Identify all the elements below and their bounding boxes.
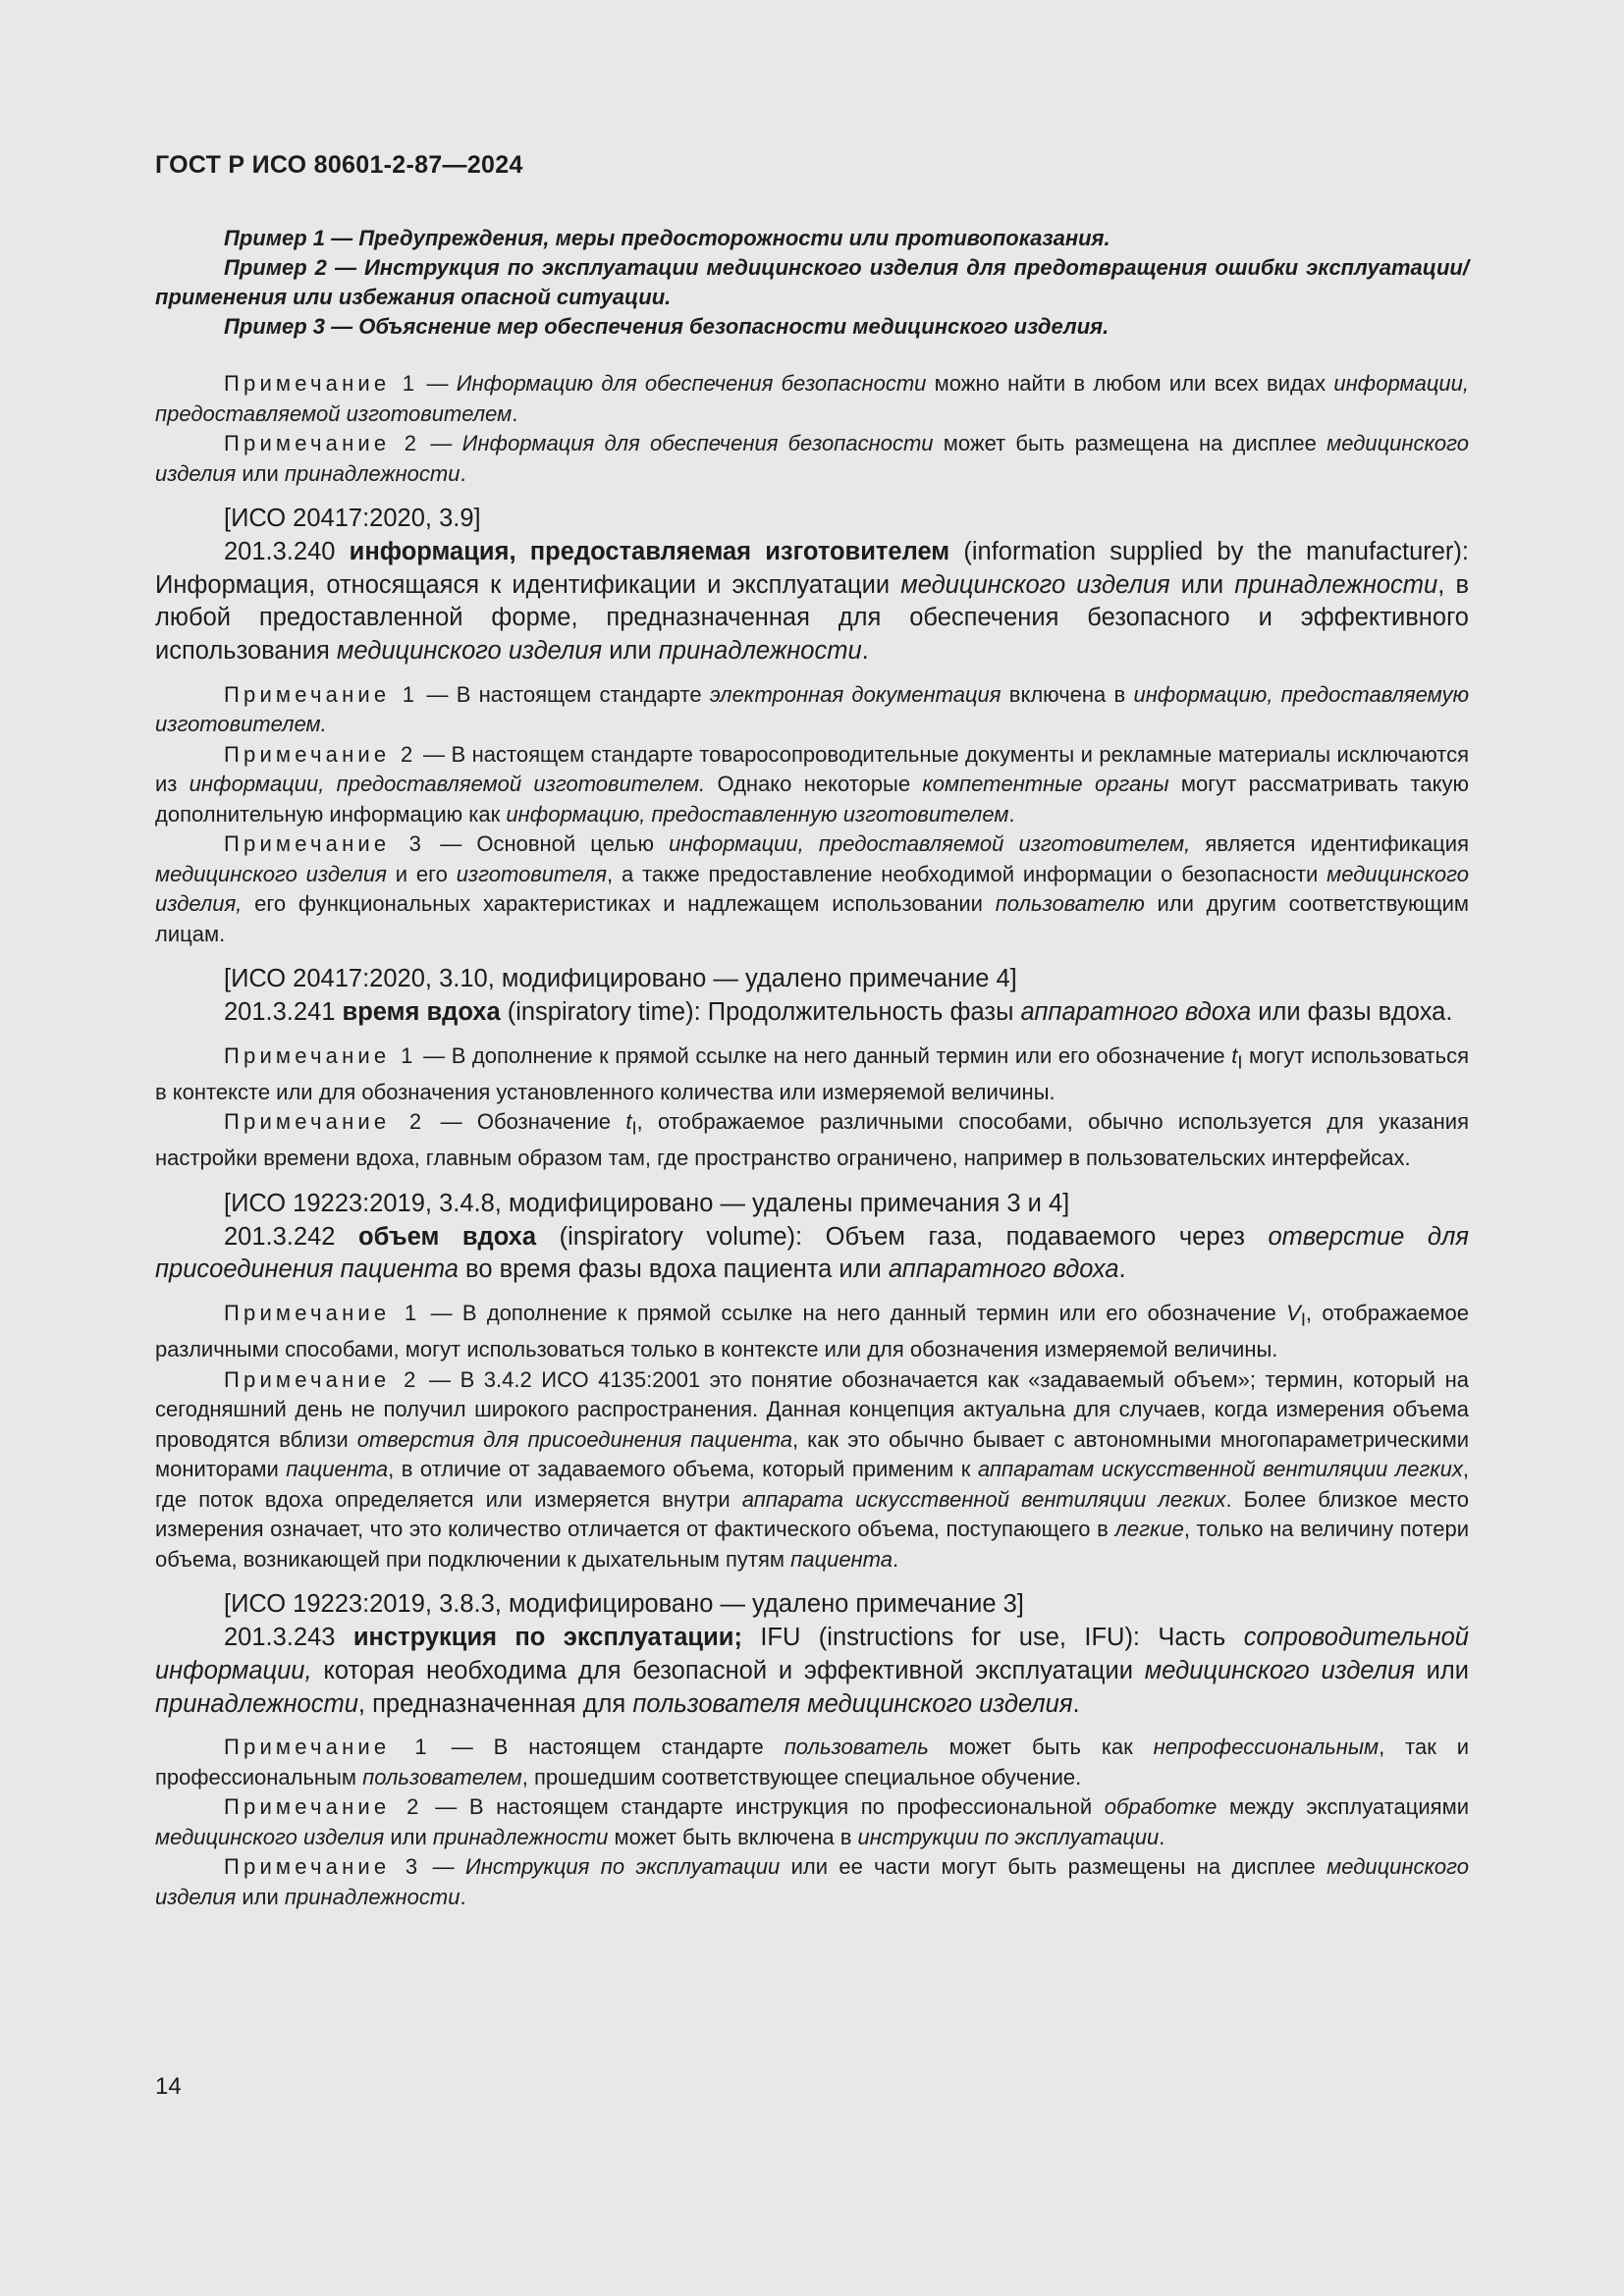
text-run: обработке bbox=[1104, 1794, 1218, 1820]
text-run: можно найти в любом или всех видах bbox=[926, 371, 1334, 396]
note-paragraph bbox=[155, 1365, 1469, 1575]
text-run: Информация для обеспечения безопасности bbox=[461, 431, 934, 455]
text-run: — bbox=[420, 431, 462, 455]
text-run: — В 3.4.2 ИСО 4135:2001 это понятие обозначается как «задаваемый объем»; термин, который на сегодняшний день не получил широкого распространения. Данная концепция актуальна для случаев, когда измерения объема проводятся вблизи bbox=[155, 1366, 1469, 1452]
text-run: пациента bbox=[286, 1457, 389, 1482]
text-run: . bbox=[512, 400, 518, 426]
source-reference-2: [ИСО 20417:2020, 3.10, модифицировано — удалено примечание 4] bbox=[224, 965, 1017, 993]
text-run: могут рассматривать такую дополнительную информацию как bbox=[155, 772, 1469, 827]
note-label: Примечание 1 bbox=[224, 1735, 431, 1760]
text-run: медицинского изделия bbox=[1144, 1656, 1415, 1684]
note-label: Примечание 1 bbox=[224, 681, 419, 707]
text-run: 201.3.240 bbox=[224, 537, 350, 565]
text-run: включена в bbox=[1001, 681, 1134, 707]
note-label: Примечание 2 bbox=[224, 741, 417, 767]
text-run: 201.3.241 bbox=[224, 998, 343, 1027]
text-run: — В настоящем стандарте товаросопроводительные документы и рекламные материалы исключаются из bbox=[155, 741, 1469, 797]
example-2: Пример 2 — Инструкция по эксплуатации медицинского изделия для предотвращения ошибки эксплуатации/применения или избежания опасной ситуации. bbox=[155, 255, 1469, 309]
text-run: , как это обычно бывает с автономными многопараметрическими мониторами bbox=[155, 1426, 1469, 1482]
text-run: , а также предоставление необходимой информации о безопасности bbox=[607, 861, 1327, 886]
text-run: информации, предоставляемой изготовителем bbox=[155, 371, 1469, 426]
text-run: во время фазы вдоха пациента или bbox=[458, 1255, 889, 1284]
text-run: электронная документация bbox=[709, 681, 1001, 707]
text-run: аппаратного вдоха bbox=[1020, 998, 1252, 1027]
term-241-notes bbox=[155, 1041, 1469, 1174]
text-run: t bbox=[1231, 1043, 1238, 1069]
text-run: или другим соответствующим лицам. bbox=[155, 891, 1469, 946]
text-run: объем вдоха bbox=[358, 1222, 537, 1251]
text-run: аппарата искусственной вентиляции легких bbox=[741, 1486, 1226, 1512]
text-run: — В дополнение к прямой ссылке на него данный термин или его обозначение bbox=[420, 1301, 1287, 1326]
text-run: компетентные органы bbox=[922, 772, 1169, 797]
note-paragraph bbox=[155, 1041, 1469, 1107]
text-run: принадлежности bbox=[432, 1824, 609, 1849]
text-run: изготовителя bbox=[456, 861, 608, 886]
term-243-notes bbox=[155, 1733, 1469, 1912]
text-run: — В настоящем стандарте bbox=[418, 681, 710, 707]
text-run: — Обозначение bbox=[425, 1109, 626, 1135]
text-run: 201.3.242 bbox=[224, 1222, 359, 1251]
text-run: сопроводительной информации, bbox=[155, 1623, 1469, 1684]
term-242-notes bbox=[155, 1299, 1469, 1575]
text-run: . bbox=[1159, 1824, 1165, 1849]
term-201-3-240 bbox=[155, 536, 1469, 668]
text-run: (information supplied by the manufacturer): Информация, относящаяся к идентификации и эксплуатации bbox=[155, 537, 1469, 599]
text-run: (inspiratory volume): Объем газа, подаваемого через bbox=[536, 1222, 1269, 1251]
text-run: I bbox=[631, 1117, 637, 1139]
text-run: непрофессиональным bbox=[1153, 1735, 1380, 1760]
term-240-notes bbox=[155, 680, 1469, 950]
text-run: Инструкция по эксплуатации bbox=[465, 1854, 781, 1880]
note-paragraph bbox=[155, 829, 1469, 949]
note-paragraph bbox=[155, 1792, 1469, 1852]
text-run: инструкция по эксплуатации; bbox=[352, 1623, 742, 1651]
text-run: легкие bbox=[1114, 1517, 1184, 1542]
block1-notes bbox=[155, 369, 1469, 489]
text-run: его функциональных характеристиках и надлежащем использовании bbox=[242, 891, 996, 917]
note-paragraph bbox=[155, 740, 1469, 830]
example-3: Пример 3 — Объяснение мер обеспечения безопасности медицинского изделия. bbox=[224, 314, 1110, 339]
source-reference-4: [ИСО 19223:2019, 3.8.3, модифицировано — удалено примечание 3] bbox=[224, 1590, 1024, 1619]
text-run: — bbox=[418, 371, 457, 396]
note-paragraph bbox=[155, 429, 1469, 489]
text-run: инструкции по эксплуатации bbox=[857, 1824, 1160, 1849]
text-run: может быть как bbox=[928, 1735, 1154, 1760]
text-run: , отображаемое различными способами, обычно используется для указания настройки времени вдоха, главным образом там, где пространство ограничено, например в пользовательских интерфейсах. bbox=[155, 1109, 1469, 1171]
note-label: Примечание 1 bbox=[224, 1301, 421, 1326]
text-run: t bbox=[625, 1109, 632, 1135]
text-run: . bbox=[1008, 801, 1015, 827]
note-label: Примечание 1 bbox=[224, 1043, 417, 1069]
text-run: Информацию для обеспечения безопасности bbox=[456, 371, 927, 396]
text-run: I bbox=[1300, 1308, 1306, 1330]
note-label: Примечание 2 bbox=[224, 1109, 426, 1135]
text-run: . bbox=[460, 1884, 466, 1909]
text-run: (inspiratory time): Продолжительность фазы bbox=[500, 998, 1021, 1027]
document-header: ГОСТ Р ИСО 80601-2-87—2024 bbox=[155, 151, 523, 179]
note-label: Примечание 2 bbox=[224, 1794, 423, 1820]
note-label: Примечание 2 bbox=[224, 431, 421, 455]
text-run: пользователю bbox=[995, 891, 1145, 917]
text-run: — bbox=[421, 1854, 466, 1880]
text-run: I bbox=[1237, 1051, 1243, 1073]
text-run: медицинского изделия bbox=[155, 431, 1469, 486]
example-1: Пример 1 — Предупреждения, меры предосторожности или противопоказания. bbox=[224, 226, 1110, 250]
note-paragraph bbox=[155, 1299, 1469, 1364]
page-number: 14 bbox=[155, 2073, 182, 2100]
text-run: принадлежности bbox=[1234, 570, 1438, 599]
text-run: , в любой предоставленной форме, предназначенная для обеспечения безопасного и эффективного использования bbox=[155, 570, 1470, 666]
text-run: принадлежности bbox=[284, 460, 460, 486]
text-run: — Основной целью bbox=[425, 831, 670, 857]
text-run: медицинского изделия bbox=[155, 1824, 385, 1849]
note-label: Примечание 2 bbox=[224, 1366, 420, 1392]
text-run: или bbox=[1414, 1656, 1470, 1684]
text-run: , в отличие от задаваемого объема, который применим к bbox=[388, 1457, 978, 1482]
note-paragraph bbox=[155, 1733, 1469, 1792]
source-reference-1: [ИСО 20417:2020, 3.9] bbox=[224, 505, 481, 532]
text-run: или bbox=[1169, 570, 1235, 599]
text-run: пользователя медицинского изделия bbox=[632, 1689, 1073, 1718]
text-run: информации, предоставляемой изготовителем. bbox=[189, 772, 706, 797]
term-201-3-243 bbox=[155, 1622, 1469, 1721]
text-run: , только на величину потери объема, возникающей при подключении к дыхательным путям bbox=[155, 1517, 1469, 1572]
note-paragraph bbox=[155, 680, 1469, 740]
text-run: между эксплуатациями bbox=[1217, 1794, 1470, 1820]
text-run: Однако некоторые bbox=[705, 772, 923, 797]
text-run: — В дополнение к прямой ссылке на него данный термин или его обозначение bbox=[416, 1043, 1232, 1069]
text-run: медицинского изделия bbox=[155, 1854, 1469, 1909]
term-201-3-241 bbox=[155, 996, 1469, 1030]
text-run: 201.3.243 bbox=[224, 1623, 353, 1651]
text-run: отверстие для присоединения пациента bbox=[155, 1222, 1470, 1284]
text-run: — В настоящем стандарте инструкция по профессиональной bbox=[422, 1794, 1105, 1820]
note-paragraph bbox=[155, 1107, 1469, 1173]
text-run: , где поток вдоха определяется или измеряется внутри bbox=[155, 1457, 1469, 1512]
text-run: или bbox=[602, 637, 659, 666]
text-run: . bbox=[892, 1546, 899, 1572]
text-run: . bbox=[861, 637, 869, 666]
text-run: которая необходима для безопасной и эффективной эксплуатации bbox=[311, 1656, 1145, 1684]
text-run: медицинского изделия bbox=[155, 861, 387, 886]
text-run: время вдоха bbox=[342, 998, 501, 1027]
text-run: — В настоящем стандарте bbox=[430, 1735, 785, 1760]
text-run: или bbox=[236, 460, 285, 486]
text-run: , так и профессиональным bbox=[155, 1735, 1469, 1789]
text-run: принадлежности bbox=[658, 637, 862, 666]
page-content bbox=[155, 224, 1469, 1912]
text-run: аппаратам искусственной вентиляции легких bbox=[977, 1457, 1463, 1482]
text-run: могут использоваться в контексте или для обозначения установленного количества или измеряемой величины. bbox=[155, 1043, 1469, 1104]
text-run: , отображаемое различными способами, могут использоваться только в контексте или для обозначения измеряемой величины. bbox=[155, 1301, 1469, 1362]
text-run: аппаратного вдоха bbox=[888, 1255, 1119, 1284]
text-run: и его bbox=[386, 861, 457, 886]
text-run: медицинского изделия bbox=[900, 570, 1170, 599]
text-run: . bbox=[1118, 1255, 1126, 1284]
note-label: Примечание 3 bbox=[224, 831, 426, 857]
text-run: V bbox=[1286, 1301, 1301, 1326]
note-paragraph bbox=[155, 369, 1469, 429]
text-run: пользователь bbox=[784, 1735, 929, 1760]
text-run: медицинского изделия bbox=[336, 637, 603, 666]
note-paragraph bbox=[155, 1852, 1469, 1912]
term-201-3-242 bbox=[155, 1221, 1469, 1288]
text-run: или bbox=[384, 1824, 433, 1849]
text-run: . Более близкое место измерения означает, что это количество отличается от фактического объема, поступающего в bbox=[155, 1486, 1470, 1542]
text-run: пациента bbox=[790, 1546, 893, 1572]
text-run: или фазы вдоха. bbox=[1251, 998, 1453, 1027]
text-run: информацию, предоставляемую изготовителем. bbox=[155, 681, 1469, 737]
text-run: , прошедшим соответствующее специальное обучение. bbox=[521, 1764, 1082, 1789]
text-run: медицинского изделия, bbox=[155, 861, 1469, 917]
text-run: . bbox=[460, 460, 466, 486]
source-reference-3: [ИСО 19223:2019, 3.4.8, модифицировано — удалены примечания 3 и 4] bbox=[224, 1189, 1070, 1217]
note-label: Примечание 3 bbox=[224, 1854, 422, 1880]
text-run: IFU (instructions for use, IFU): Часть bbox=[741, 1623, 1244, 1651]
text-run: является идентификация bbox=[1190, 831, 1469, 857]
text-run: или ее части могут быть размещены на дисплее bbox=[780, 1854, 1327, 1880]
text-run: информация, предоставляемая изготовителем bbox=[349, 537, 950, 565]
text-run: , предназначенная для bbox=[357, 1689, 633, 1718]
note-label: Примечание 1 bbox=[224, 371, 419, 396]
text-run: . bbox=[1072, 1689, 1080, 1718]
text-run: отверстия для присоединения пациента bbox=[356, 1426, 793, 1452]
text-run: информации, предоставляемой изготовителем, bbox=[669, 831, 1191, 857]
text-run: принадлежности bbox=[284, 1884, 460, 1909]
text-run: принадлежности bbox=[155, 1689, 358, 1718]
text-run: информацию, предоставленную изготовителем bbox=[506, 801, 1009, 827]
text-run: пользователем bbox=[362, 1764, 522, 1789]
text-run: может быть включена в bbox=[608, 1824, 858, 1849]
text-run: может быть размещена на дисплее bbox=[933, 431, 1327, 455]
text-run: или bbox=[236, 1884, 285, 1909]
